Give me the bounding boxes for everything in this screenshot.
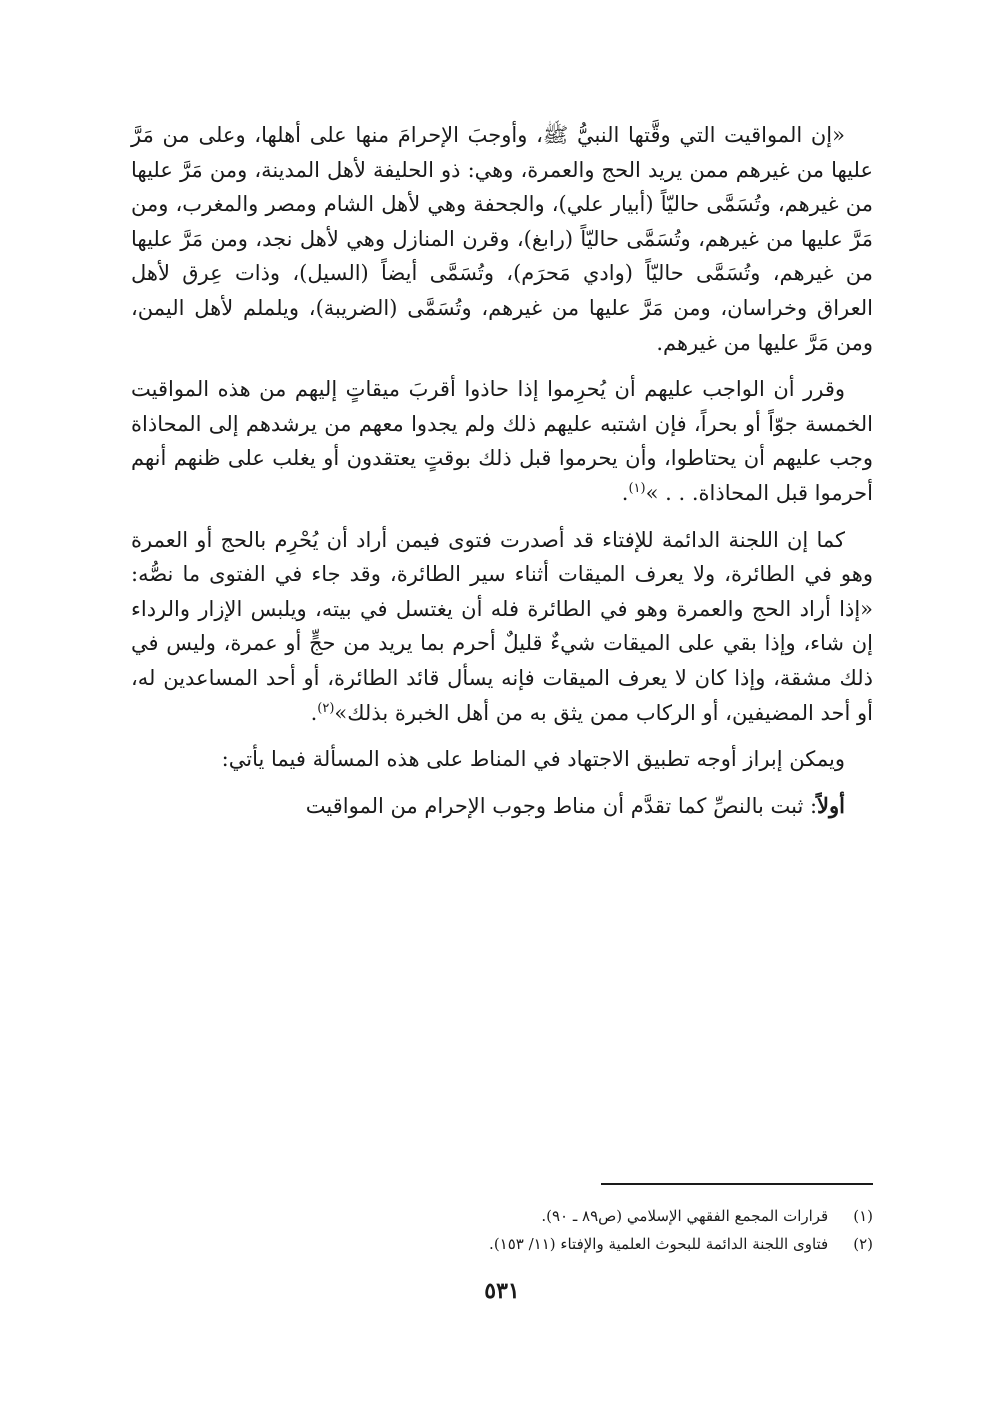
footnote-2 — [131, 1230, 873, 1258]
footnote-2-number: (٢) — [853, 1235, 873, 1253]
footnote-1-number: (١) — [853, 1207, 873, 1225]
paragraph-first-point — [131, 789, 873, 824]
paragraph-mawaqit-quote: «إن المواقيت التي وقَّتها النبيُّ ﷺ، وأوجبَ الإحرامَ منها على أهلها، وعلى من مَرَّ عليها من غيرهم ممن يريد الحج والعمرة، وهي: ذو الحليفة لأهل المدينة، ومن مَرَّ عليها من غيرهم، وتُسَمَّى حاليّاً (أبيار علي)، والجحفة وهي لأهل الشام ومصر والمغرب، ومن مَرَّ عليها من غيرهم، وتُسَمَّى حاليّاً (رابغ)، وقرن المنازل وهي لأهل نجد، ومن مَرَّ عليها من غيرهم، وتُسَمَّى حاليّاً (وادي مَحرَم)، وتُسَمَّى أيضاً (السيل)، وذات عِرق لأهل العراق وخراسان، ومن مَرَّ عليها من غيرهم، وتُسَمَّى (الضريبة)، ويلملم لأهل اليمن، ومن مَرَّ عليها من غيرهم. — [131, 123, 873, 355]
first-point-text: : ثبت بالنصِّ كما تقدَّم أن مناط وجوب الإحرام من المواقيت — [305, 793, 818, 818]
footnotes — [131, 1202, 873, 1258]
first-point-label: أولاً — [817, 792, 845, 818]
paragraph-fatwa-text: كما إن اللجنة الدائمة للإفتاء قد أصدرت فتوى فيمن أراد أن يُحْرِم بالحج أو العمرة وهو في الطائرة، ولا يعرف الميقات أثناء سير الطائرة، وقد جاء في الفتوى ما نصُّه: «إذا أراد الحج والعمرة وهو في الطائرة فله أن يغتسل في بيته، ويلبس الإزار والرداء إن شاء، وإذا بقي على الميقات شيءٌ قليلٌ أحرم بما يريد من حجٍّ أو عمرة، وليس في ذلك مشقة، وإذا كان لا يعرف الميقات فإنه يسأل قائد الطائرة، أو أحد المساعدين له، أو أحد المضيفين، أو الركاب ممن يثق به من أهل الخبرة بذلك» — [131, 527, 873, 725]
paragraph-decision-end: . — [621, 480, 629, 505]
footnote-1-text: قرارات المجمع الفقهي الإسلامي (ص٨٩ ـ ٩٠). — [541, 1207, 829, 1225]
footnote-ref-1[interactable]: (١) — [628, 480, 646, 496]
footnote-1 — [131, 1202, 873, 1230]
footnote-2-text: فتاوى اللجنة الدائمة للبحوث العلمية والإفتاء (١١/ ١٥٣). — [489, 1235, 829, 1253]
paragraph-decision-text: وقرر أن الواجب عليهم أن يُحرِموا إذا حاذوا أقربَ ميقاتٍ إليهم من هذه المواقيت الخمسة جوّاً أو بحراً، فإن اشتبه عليهم ذلك ولم يجدوا معهم من يرشدهم إلى المحاذاة وجب عليهم أن يحتاطوا، وأن يحرموا قبل ذلك بوقتٍ يعتقدون أو يغلب على ظنهم أنهم أحرموا قبل المحاذاة. . . » — [131, 377, 873, 505]
paragraph-ijtihad: ويمكن إبراز أوجه تطبيق الاجتهاد في المناط على هذه المسألة فيما يأتي: — [221, 747, 845, 772]
footnote-separator — [601, 1183, 873, 1185]
paragraph-fatwa — [131, 523, 873, 731]
page-body — [131, 118, 873, 835]
footnote-ref-2[interactable]: (٢) — [317, 700, 335, 716]
page-number: ٥٣١ — [484, 1278, 520, 1304]
paragraph-decision — [131, 372, 873, 510]
paragraph-fatwa-end: . — [310, 700, 318, 725]
